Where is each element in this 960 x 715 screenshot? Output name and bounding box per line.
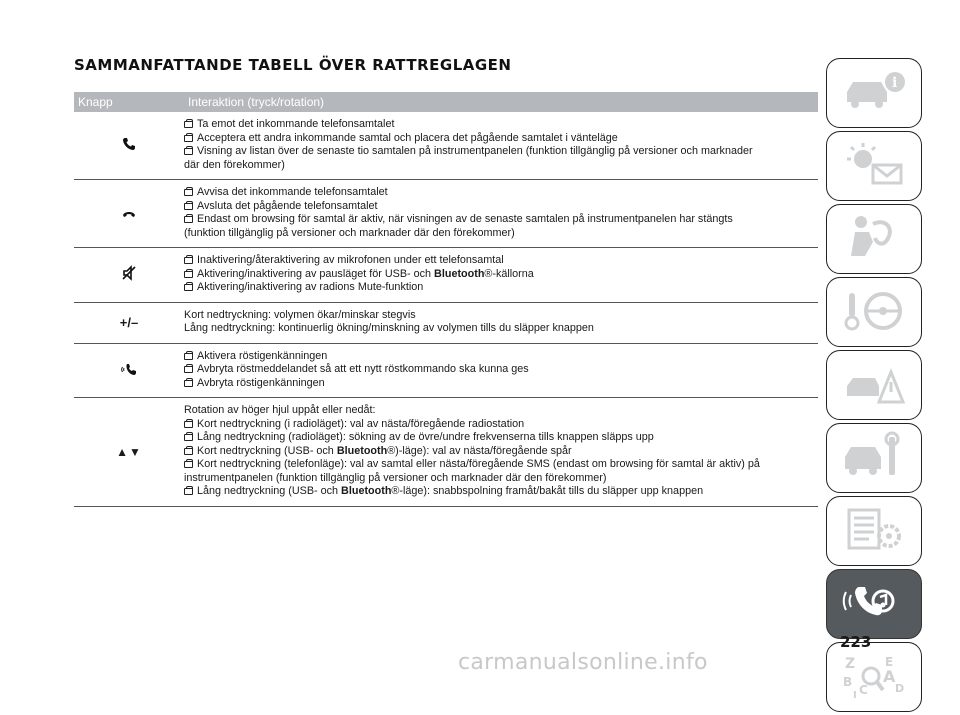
interaction-cell [184,344,818,398]
row-text: Avvisa det inkommande telefonsamtalet [197,186,388,198]
tab-starting-driving[interactable] [826,277,922,347]
bullet-icon [184,121,193,128]
row-text: Aktivera röstigenkänningen [197,349,328,362]
row-text: Avbryta röstmeddelandet så att ett nytt röstkommando ska kunna ges [197,363,529,375]
row-text: Lång nedtryckning (USB- och [197,485,342,497]
row-text: ®)-läge): val av nästa/föregående spår [387,444,572,457]
voice-recognition-icon [121,361,137,380]
interaction-cell [184,180,818,247]
bullet-icon [184,461,193,468]
bullet-icon [184,284,193,291]
row-text: Avbryta röstigenkänningen [197,376,325,389]
svg-text:B: B [843,674,853,689]
bullet-icon [184,434,193,441]
row-text: Ta emot det inkommande telefonsamtalet [197,118,395,130]
row-text: ®-läge): snabbspolning framåt/bakåt tills du släpper upp knappen [391,485,704,497]
chapter-sidebar [826,58,924,715]
bluetooth-brand: Bluetooth [336,444,388,457]
svg-text:E: E [885,654,894,669]
tab-safety[interactable] [826,204,922,274]
bullet-icon [184,257,193,264]
bullet-icon [184,353,193,360]
tab-index[interactable] [826,642,922,712]
table-row [74,112,818,180]
phone-hangup-icon [122,206,136,221]
bullet-icon [184,448,193,455]
bullet-icon [184,135,193,142]
tab-multimedia[interactable] [826,569,922,639]
bullet-icon [184,488,193,495]
svg-text:D: D [895,681,905,695]
svg-text:i: i [892,74,898,91]
maintenance-icon [839,431,909,486]
interaction-cell [184,303,818,343]
index-icon [839,650,909,705]
row-text: Lång nedtryckning (radioläget): sökning av de övre/undre frekvenserna tills knappen släpps upp [197,431,654,443]
header-interaction: Interaktion (tryck/rotation) [188,95,325,109]
page-title: SAMMANFATTANDE TABELL ÖVER RATTREGLAGEN [74,56,512,74]
emergency-icon [839,358,909,413]
bluetooth-brand: Bluetooth [434,267,485,280]
phone-answer-icon [122,137,136,154]
row-text: ®-källorna [484,267,534,280]
watermark: carmanualsonline.info [458,650,708,675]
volume-button-label: +/– [119,315,139,330]
table-row [74,398,818,507]
bluetooth-brand: Bluetooth [341,485,392,497]
table-row [74,344,818,399]
bullet-icon [184,421,193,428]
controls-table [74,92,818,507]
row-text: Visning av listan över de senaste tio samtalen på instrumentpanelen (funktion tillgänglig på versioner och marknader [197,145,753,157]
row-text: Inaktivering/återaktivering av mikrofonen under ett telefonsamtal [197,254,504,266]
bullet-icon [184,216,193,223]
row-text: Kort nedtryckning (i radioläget): val av nästa/föregående radiostation [197,417,525,430]
svg-text:I: I [853,689,857,700]
tab-emergency[interactable] [826,350,922,420]
interaction-cell [184,398,818,506]
row-text: Aktivering/inaktivering av radions Mute-funktion [197,281,424,293]
mute-icon [122,265,136,284]
car-info-icon [839,66,909,121]
row-text: Aktivering/inaktivering av pausläget för USB- och [197,267,435,280]
button-cell [74,248,184,302]
button-cell [74,112,184,179]
row-text: Lång nedtryckning: kontinuerlig ökning/minskning av volymen tills du släpper knappen [184,322,594,334]
multimedia-icon [839,577,909,632]
svg-text:C: C [859,682,868,697]
safety-airbag-icon [839,212,909,267]
row-text: där den förekommer) [184,158,285,171]
header-button: Knapp [78,95,113,109]
row-intro: Rotation av höger hjul uppåt eller nedåt: [184,404,376,416]
table-header [74,92,818,112]
button-cell [74,398,184,506]
bullet-icon [184,366,193,373]
bullet-icon [184,380,193,387]
row-text: Acceptera ett andra inkommande samtal och placera det pågående samtalet i vänteläge [197,131,618,144]
button-cell [74,180,184,247]
svg-text:Z: Z [845,655,856,672]
interaction-cell [184,112,818,179]
bullet-icon [184,271,193,278]
technical-data-icon [839,504,909,559]
bullet-icon [184,148,193,155]
row-text: Endast om browsing för samtal är aktiv, när visningen av de senaste samtalen på instrumentpanelen har stängts [197,213,733,225]
page-number: 223 [840,633,872,651]
table-row [74,180,818,248]
interaction-cell [184,248,818,302]
bullet-icon [184,189,193,196]
tab-car-info[interactable] [826,58,922,128]
button-cell [74,303,184,343]
bullet-icon [184,203,193,210]
row-text: (funktion tillgänglig på versioner och marknader där den förekommer) [184,226,515,239]
row-text: Avsluta det pågående telefonsamtalet [197,199,378,212]
row-text: Kort nedtryckning (telefonläge): val av samtal eller nästa/föregående SMS (endast om browsing för samtal är aktiv) på instrumentpanelen (funktion tillgänglig på versioner och marknader där den förekommer) [184,458,760,484]
row-text: Kort nedtryckning: volymen ökar/minskar stegvis [184,308,416,321]
svg-text:A: A [883,666,896,686]
warning-lights-icon [839,139,909,194]
tab-maintenance[interactable] [826,423,922,493]
starting-driving-icon [839,285,909,340]
button-cell [74,344,184,398]
scroll-wheel-label: ▲▼ [116,444,142,459]
tab-warning-lights[interactable] [826,131,922,201]
table-row [74,248,818,303]
row-text: Kort nedtryckning (USB- och [197,444,337,457]
tab-technical-data[interactable] [826,496,922,566]
table-row [74,303,818,344]
